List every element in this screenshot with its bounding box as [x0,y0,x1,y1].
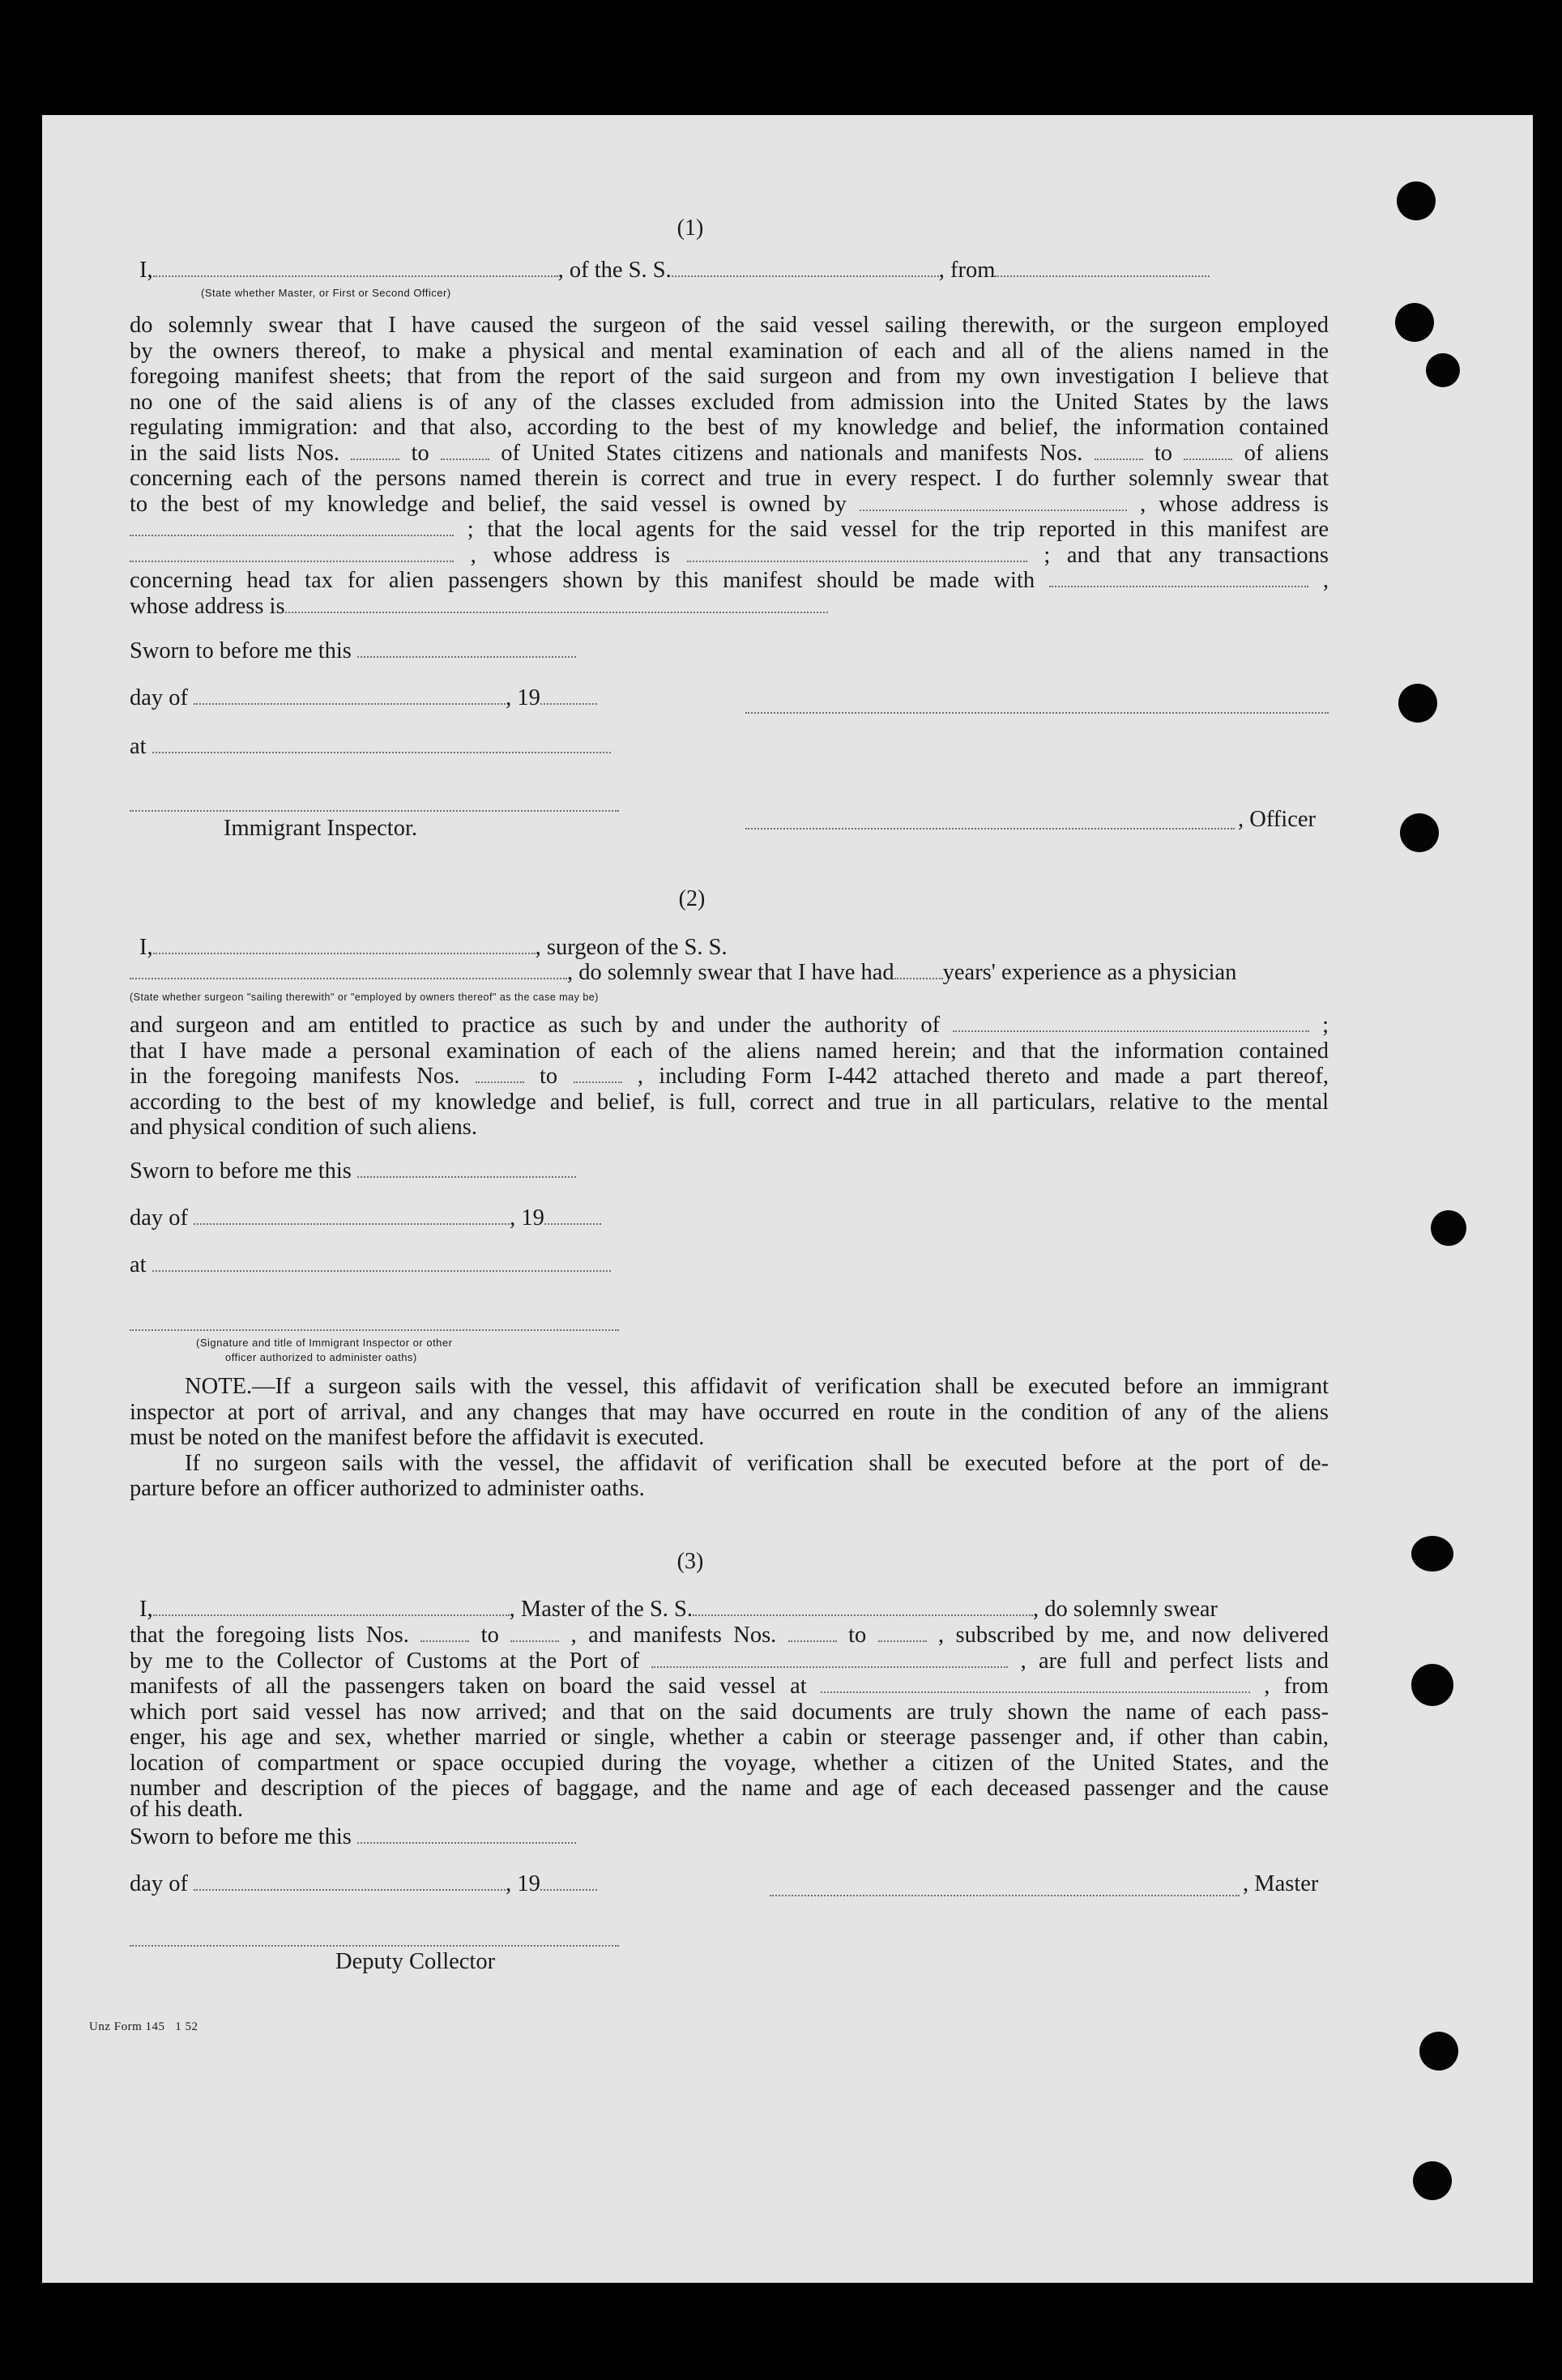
body-line: , whose address is ; and that any transactions [130,543,1329,569]
section-3-header-line: I, , Master of the S. S. , do solemnly swear [139,1597,1218,1622]
body-line: which port said vessel has now arrived; and that on the said documents are truly shown the name of each pass- [130,1699,1329,1725]
day-month-field[interactable] [194,1871,506,1891]
body-line: that the foregoing lists Nos. to , and manifests Nos. to , subscribed by me, and now delivered [130,1623,1329,1648]
master-signature-line[interactable] [770,1894,1240,1896]
inspector-label: Immigrant Inspector. [224,816,418,841]
body-line: no one of the said aliens is of any of the classes excluded from admission into the United States by the laws [130,389,1329,415]
surgeon-status-field[interactable] [130,960,567,979]
binder-hole [1398,684,1437,723]
from-label: , from [938,258,996,283]
officer-signature-line[interactable] [745,711,1329,714]
body-line: ; that the local agents for the said vessel for the trip reported in this manifest are [130,517,1329,543]
inspector-signature-line[interactable] [130,809,619,812]
binder-hole [1426,353,1460,387]
note-line: If no surgeon sails with the vessel, the affidavit of verification shall be executed before at the port of de- [185,1450,1329,1476]
manifests-from-field[interactable] [788,1623,837,1642]
section-2-line-2: , do solemnly swear that I have had years' experience as a physician [130,960,1236,986]
deputy-collector-label: Deputy Collector [335,1949,496,1974]
lists-to-field[interactable] [510,1623,559,1642]
port-field[interactable] [651,1649,1008,1668]
manifests-to-field[interactable] [1184,441,1232,460]
authority-field[interactable] [953,1013,1309,1032]
binder-hole [1400,813,1439,852]
body-line: number and description of the pieces of baggage, and the name and age of each deceased passenger and the cause [130,1776,1329,1801]
body-line: location of compartment or space occupied during the voyage, whether a citizen of the United States, and the [130,1750,1329,1776]
sworn-day-field[interactable] [357,1158,576,1178]
section-1-i-label: I, [139,258,153,283]
section-3-number: (3) [676,1549,704,1574]
form-number: Unz Form 145 1 52 [89,2020,198,2033]
section-1-body [130,313,1329,619]
binder-hole [1411,1664,1453,1706]
agents-address-field[interactable] [687,543,1027,562]
day-month-field[interactable] [194,685,506,705]
binder-hole [1431,1210,1466,1246]
form-page [42,115,1533,2283]
sworn-line-3: Sworn to before me this [130,1824,576,1850]
year-field[interactable] [540,685,597,705]
officer-title-caption: (State whether Master, or First or Second Officer) [201,287,451,299]
sworn-line-2: Sworn to before me this [130,1158,576,1184]
day-month-field[interactable] [194,1205,510,1225]
note-line: NOTE.—If a surgeon sails with the vessel, this affidavit of verification shall be executed before an immigrant [185,1374,1329,1399]
port-from-field[interactable] [995,258,1210,277]
lists-to-field[interactable] [441,441,489,460]
at-line-1: at [130,734,611,760]
note-line: must be noted on the manifest before the affidavit is executed. [130,1425,705,1450]
lists-from-field[interactable] [351,441,399,460]
day-line-3: day of , 19 [130,1871,597,1897]
year-field[interactable] [544,1205,601,1225]
section-2-header-line: I, , surgeon of the S. S. [139,935,728,960]
manifests-from-field[interactable] [476,1064,524,1083]
section-2-number: (2) [678,886,706,911]
body-line: do solemnly swear that I have caused the surgeon of the said vessel sailing therewith, or the surgeon employed [130,313,1329,338]
binder-hole [1411,1536,1453,1572]
body-line: in the said lists Nos. to of United States citizens and nationals and manifests Nos. to of aliens [130,440,1329,466]
port-of-departure-field[interactable] [821,1674,1250,1693]
section-3-body [130,1623,1329,1822]
body-line: according to the best of my knowledge and belief, is full, correct and true in all particulars, relative to the mental [130,1089,1329,1115]
body-line: regulating immigration: and that also, according to the best of my knowledge and belief, the information contained [130,415,1329,440]
master-name-field[interactable] [153,1597,510,1616]
place-field[interactable] [152,734,611,753]
body-line: concerning head tax for alien passengers shown by this manifest should be made with , [130,568,1329,593]
section-2-body [130,1013,1329,1141]
day-line-2: day of , 19 [130,1205,601,1231]
body-line: enger, his age and sex, whether married or single, whether a cabin or steerage passenger and, if other than cabin, [130,1725,1329,1750]
body-line: of his death. [130,1796,244,1822]
manifests-from-field[interactable] [1095,441,1143,460]
binder-hole [1419,2032,1458,2071]
officer-title-field[interactable] [153,258,558,277]
inspector-signature-line[interactable] [130,1329,619,1331]
sworn-line-1: Sworn to before me this [130,638,576,664]
master-label: , Master [1243,1871,1319,1896]
lists-from-field[interactable] [420,1623,469,1642]
years-experience-field[interactable] [894,960,943,979]
manifests-to-field[interactable] [574,1064,622,1083]
note-block [130,1374,1329,1502]
ship-name-field[interactable] [672,258,939,277]
body-line: by me to the Collector of Customs at the Port of , are full and perfect lists and [130,1648,1329,1674]
owner-field[interactable] [860,492,1127,511]
year-field[interactable] [540,1871,597,1891]
body-line: that I have made a personal examination of each of the aliens named herein; and that the information contained [130,1038,1329,1064]
signature-caption: officer authorized to administer oaths) [225,1351,417,1363]
agents-field[interactable] [130,543,454,562]
deputy-signature-line[interactable] [130,1944,619,1947]
body-line: concerning each of the persons named therein is correct and true in every respect. I do further solemnly swear that [130,466,1329,491]
ship-name-field[interactable] [693,1597,1033,1616]
signature-caption: (Signature and title of Immigrant Inspector or other [196,1337,453,1349]
note-line: parture before an officer authorized to administer oaths. [130,1476,645,1501]
binder-hole [1397,181,1436,220]
of-ss-label: , of the S. S. [557,258,672,283]
body-line: and surgeon and am entitled to practice as such by and under the authority of ; [130,1013,1329,1038]
body-line: manifests of all the passengers taken on board the said vessel at , from [130,1674,1329,1699]
body-line: whose address is [130,594,1329,620]
owner-address-field[interactable] [130,517,454,536]
officer-title-line[interactable] [745,827,1235,830]
binder-hole [1413,2161,1452,2200]
manifests-to-field[interactable] [878,1623,927,1642]
day-line-1: day of , 19 [130,685,597,711]
surgeon-status-caption: (State whether surgeon "sailing therewith" or "employed by owners thereof" as the case may be) [130,992,599,1003]
officer-label: , Officer [1238,807,1317,832]
place-field[interactable] [152,1252,611,1272]
binder-hole [1395,303,1434,342]
body-line: to the best of my knowledge and belief, the said vessel is owned by , whose address is [130,491,1329,517]
section-1-header-line [139,258,1210,284]
sworn-day-field[interactable] [357,1824,576,1844]
head-tax-agent-field[interactable] [1049,568,1308,587]
note-line: inspector at port of arrival, and any changes that may have occurred en route in the condition of any of the aliens [130,1399,1329,1425]
body-line: and physical condition of such aliens. [130,1115,477,1140]
body-line: in the foregoing manifests Nos. to , including Form I-442 attached thereto and made a part thereof, [130,1064,1329,1089]
body-line: by the owners thereof, to make a physical and mental examination of each and all of the aliens named in the [130,338,1329,364]
body-line: foregoing manifest sheets; that from the report of the said surgeon and from my own investigation I believe that [130,364,1329,389]
sworn-day-field[interactable] [357,638,576,658]
head-tax-address-field[interactable] [285,594,828,613]
surgeon-name-field[interactable] [153,935,536,954]
at-line-2: at [130,1252,611,1278]
section-1-number: (1) [676,215,704,241]
